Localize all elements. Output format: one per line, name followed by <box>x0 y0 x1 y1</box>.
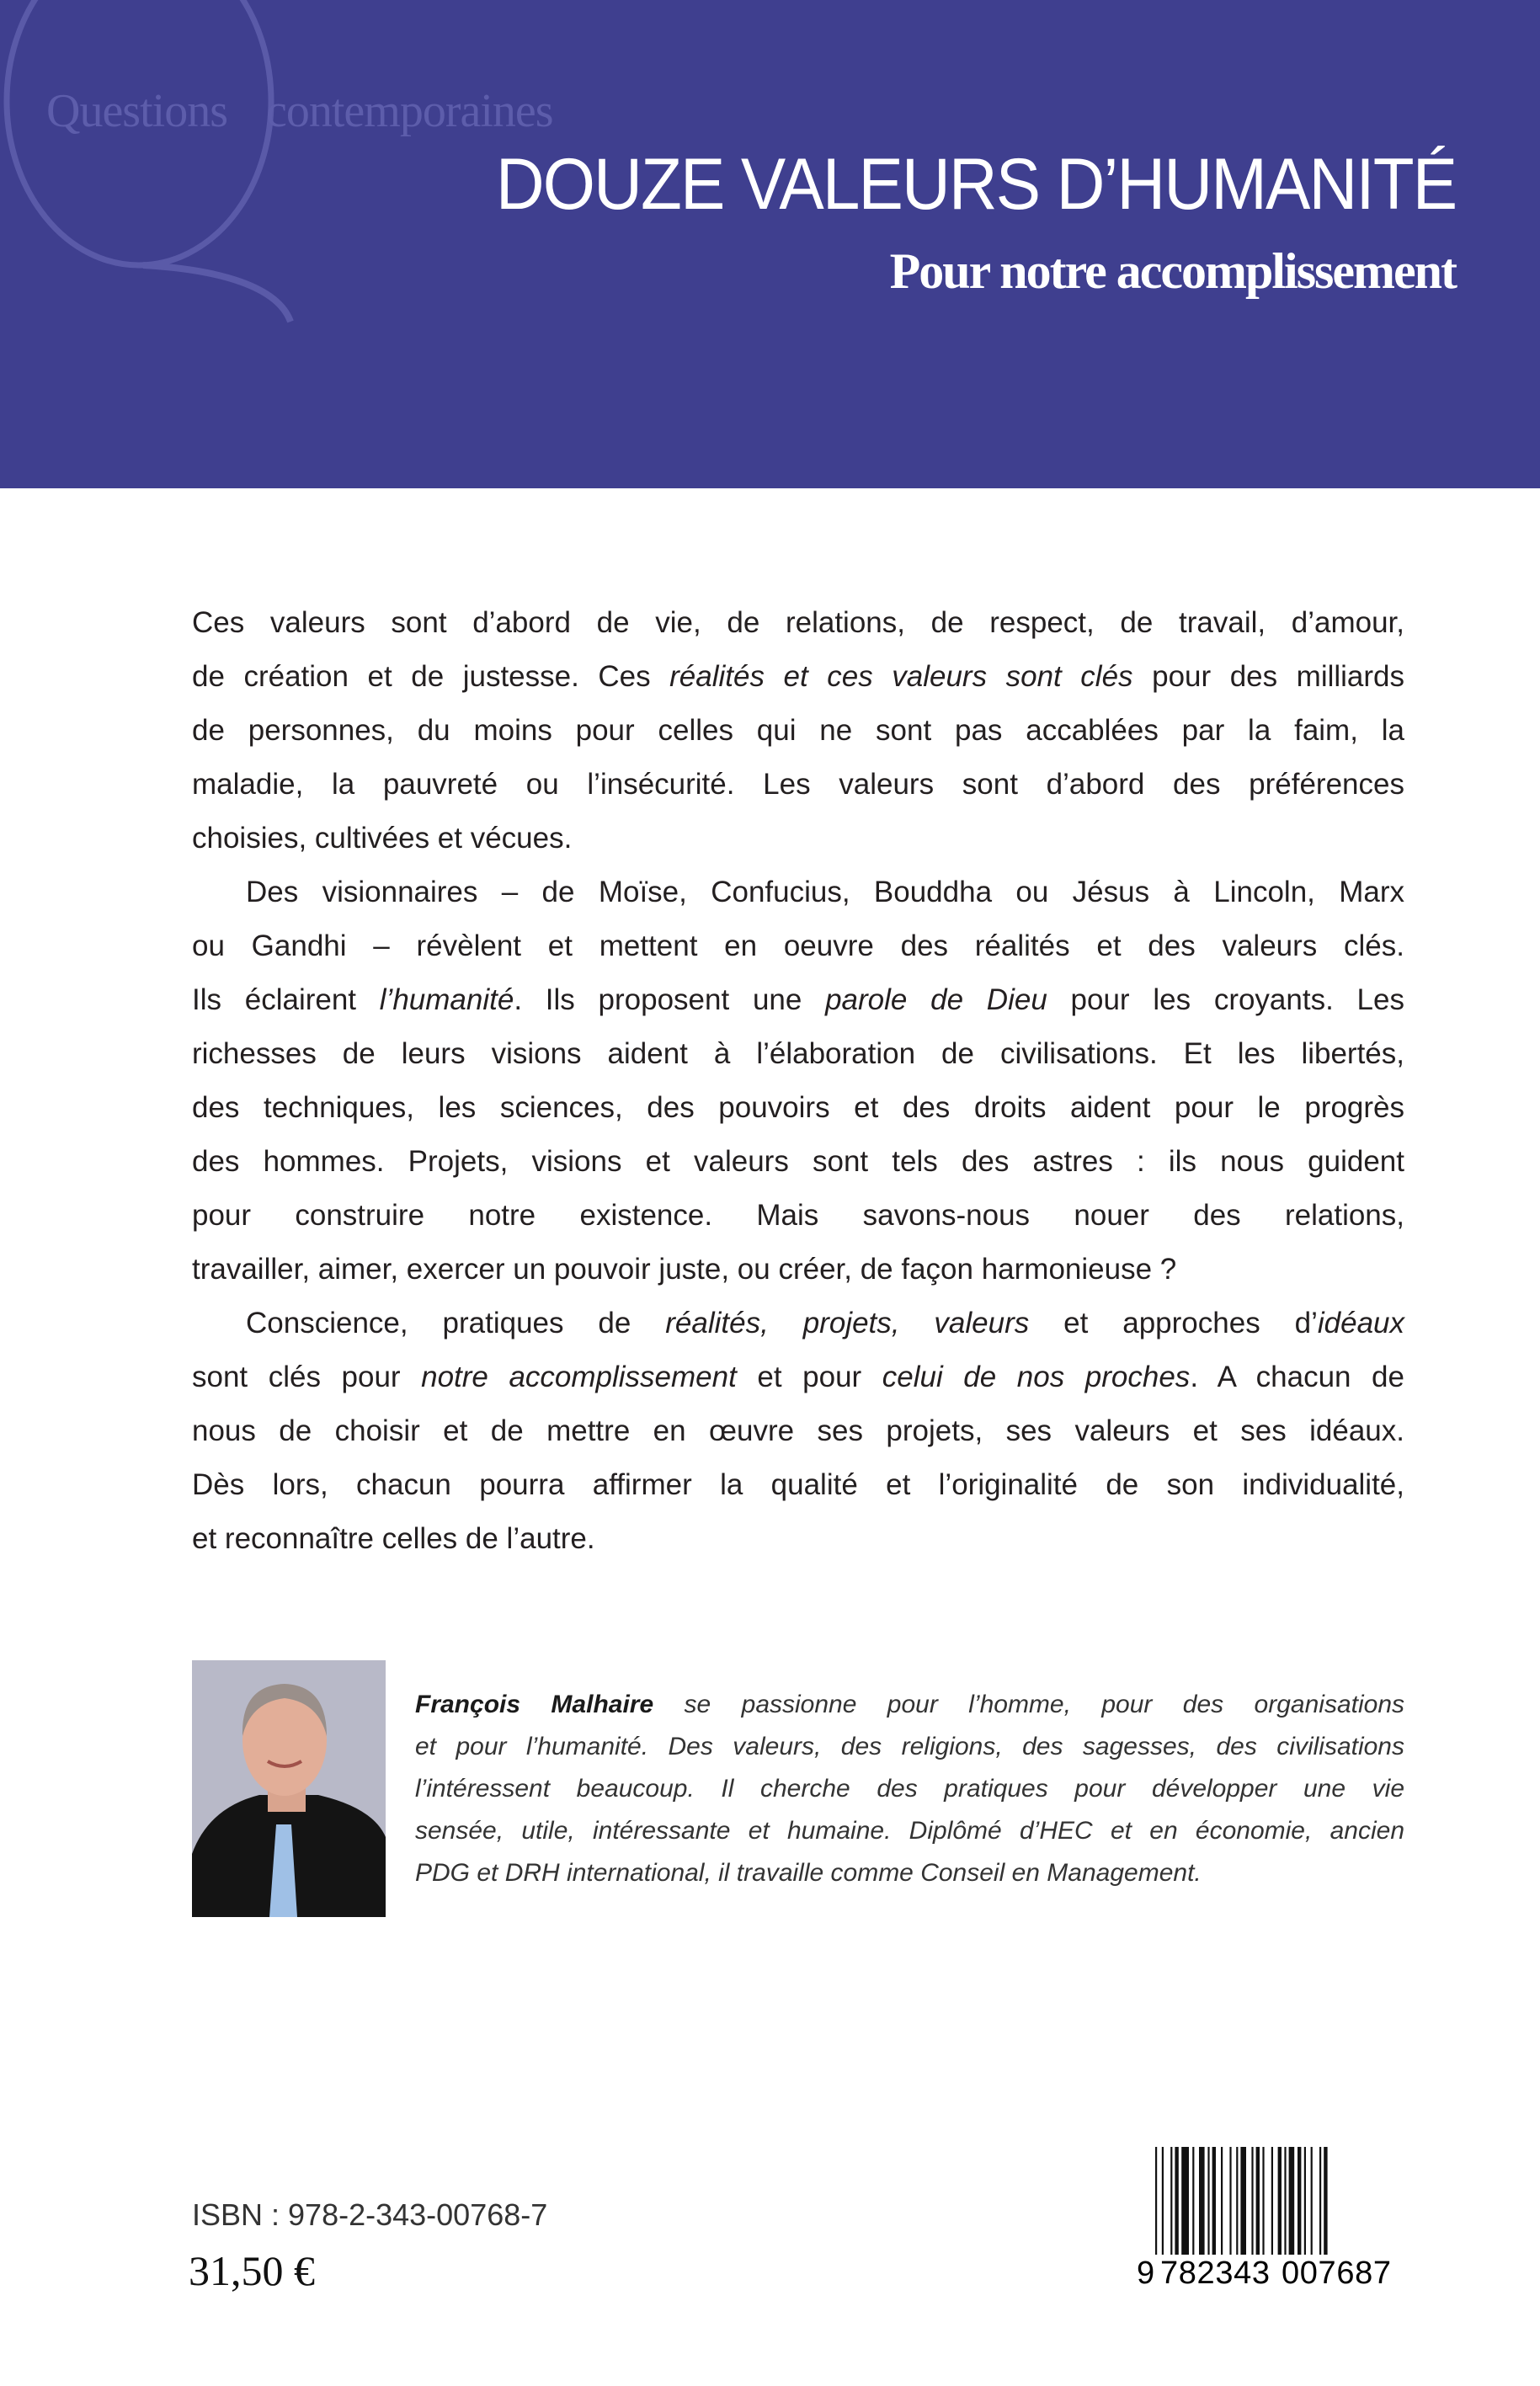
text-segment: Dès lors, chacun pourra affirmer la qualité et l’originalité de son individualité, <box>192 1468 1404 1501</box>
author-bio-line <box>415 1810 1404 1852</box>
series-word: Questions <box>46 85 227 137</box>
blurb-line <box>192 1027 1404 1081</box>
italic-segment: idéaux <box>1317 1307 1404 1339</box>
text-segment: des techniques, les sciences, des pouvoirs et des droits aident pour le progrès <box>192 1091 1404 1124</box>
barcode-bar <box>1251 2147 1253 2255</box>
text-segment: ou Gandhi – révèlent et mettent en oeuvre des réalités et des valeurs clés. <box>192 929 1404 962</box>
cover-header-band <box>0 0 1540 488</box>
barcode-bar <box>1324 2147 1327 2255</box>
barcode-bar <box>1240 2147 1246 2255</box>
italic-segment: notre accomplissement <box>421 1361 737 1393</box>
blurb-line <box>192 1243 1404 1297</box>
isbn: ISBN : 978-2-343-00768-7 <box>192 2197 548 2232</box>
barcode-digits-left: 782343 <box>1160 2256 1270 2286</box>
barcode-bar <box>1271 2147 1273 2255</box>
barcode-digit-prefix: 9 <box>1137 2256 1155 2286</box>
italic-segment: l’humanité <box>379 983 514 1016</box>
text-segment: l’intéressent beaucoup. Il cherche des pratiques pour développer une vie <box>415 1775 1404 1803</box>
text-segment: Ces valeurs sont d’abord de vie, de relations, de respect, de travail, d’amour, <box>192 606 1404 639</box>
author-bio-line <box>415 1684 1404 1726</box>
text-segment: choisies, cultivées et vécues. <box>192 822 573 855</box>
barcode-bar <box>1256 2147 1260 2255</box>
barcode-bar <box>1199 2147 1205 2255</box>
author-portrait-icon <box>192 1660 386 1917</box>
blurb-line <box>192 758 1404 812</box>
text-segment: nous de choisir et de mettre en œuvre ses projets, ses valeurs et ses idéaux. <box>192 1414 1404 1447</box>
italic-segment: réalités, projets, valeurs <box>665 1307 1030 1339</box>
text-segment: . A chacun de <box>1190 1361 1404 1393</box>
text-segment: de création et de justesse. Ces <box>192 660 670 693</box>
text-segment: maladie, la pauvreté ou l’insécurité. Les valeurs sont d’abord des préférences <box>192 768 1404 801</box>
blurb-line <box>192 1297 1404 1350</box>
blurb-line <box>192 812 1404 865</box>
blurb-line <box>192 1350 1404 1404</box>
text-segment: travailler, aimer, exercer un pouvoir juste, ou créer, de façon harmonieuse ? <box>192 1253 1177 1286</box>
text-segment: se passionne pour l’homme, pour des organisations <box>653 1691 1404 1718</box>
italic-segment: celui de nos proches <box>882 1361 1191 1393</box>
text-segment: et pour l’humanité. Des valeurs, des religions, des sagesses, des civilisations <box>415 1733 1404 1760</box>
blurb-line <box>192 1135 1404 1189</box>
italic-segment: réalités et ces valeurs sont clés <box>669 660 1133 693</box>
book-subtitle: Pour notre accomplissement <box>889 243 1456 299</box>
blurb-line <box>192 1458 1404 1512</box>
text-segment: PDG et DRH international, il travaille comme Conseil en Management. <box>415 1859 1202 1887</box>
blurb-line <box>192 1512 1404 1566</box>
barcode-bar <box>1162 2147 1164 2255</box>
author-bio <box>415 1684 1404 1894</box>
text-segment: des hommes. Projets, visions et valeurs sont tels des astres : ils nous guident <box>192 1145 1404 1178</box>
barcode-bars <box>1155 2147 1328 2255</box>
text-segment: sont clés pour <box>192 1361 422 1393</box>
text-segment: et approches d’ <box>1029 1307 1318 1339</box>
barcode-bar <box>1236 2147 1238 2255</box>
barcode-bar <box>1181 2147 1189 2255</box>
text-segment: de personnes, du moins pour celles qui ne sont pas accablées par la faim, la <box>192 714 1404 747</box>
text-segment: Des visionnaires – de Moïse, Confucius, Bouddha ou Jésus à Lincoln, Marx <box>246 876 1404 908</box>
q-logo-icon <box>0 0 354 337</box>
author-bio-line <box>415 1726 1404 1768</box>
text-segment: . Ils proposent une <box>514 983 826 1016</box>
barcode-bar <box>1221 2147 1223 2255</box>
barcode-bar <box>1319 2147 1321 2255</box>
blurb-line <box>192 596 1404 650</box>
blurb-line <box>192 865 1404 919</box>
blurb-line <box>192 1081 1404 1135</box>
author-name: François Malhaire <box>415 1691 654 1718</box>
back-cover-blurb <box>192 596 1404 1566</box>
barcode-bar <box>1278 2147 1282 2255</box>
text-segment: Conscience, pratiques de <box>246 1307 666 1339</box>
price: 31,50 € <box>189 2247 315 2294</box>
italic-segment: parole de Dieu <box>825 983 1047 1016</box>
text-segment: pour les croyants. Les <box>1047 983 1404 1016</box>
barcode-bar <box>1289 2147 1295 2255</box>
author-photo <box>192 1660 386 1917</box>
blurb-paragraph <box>192 1297 1404 1566</box>
barcode-bar <box>1170 2147 1172 2255</box>
text-segment: richesses de leurs visions aident à l’élaboration de civilisations. Et les libertés, <box>192 1037 1404 1070</box>
barcode-bar <box>1304 2147 1306 2255</box>
barcode-bar <box>1155 2147 1157 2255</box>
barcode-bar <box>1262 2147 1264 2255</box>
barcode-bar <box>1298 2147 1301 2255</box>
barcode-bar <box>1311 2147 1313 2255</box>
text-segment: pour des milliards <box>1132 660 1405 693</box>
barcode-bar <box>1175 2147 1178 2255</box>
barcode-bar <box>1207 2147 1209 2255</box>
blurb-paragraph <box>192 596 1404 865</box>
series-name <box>46 84 553 138</box>
blurb-line <box>192 650 1404 704</box>
book-title: DOUZE VALEURS D’HUMANITÉ <box>495 144 1456 225</box>
blurb-line <box>192 973 1404 1027</box>
blurb-line <box>192 704 1404 758</box>
text-segment: et pour <box>736 1361 882 1393</box>
barcode-bar <box>1229 2147 1231 2255</box>
barcode-digits-right: 007687 <box>1282 2256 1391 2286</box>
blurb-line <box>192 1404 1404 1458</box>
text-segment: Ils éclairent <box>192 983 380 1016</box>
barcode-bar <box>1192 2147 1194 2255</box>
text-segment: pour construire notre existence. Mais savons-nous nouer des relations, <box>192 1199 1404 1232</box>
text-segment: sensée, utile, intéressante et humaine. Diplômé d’HEC et en économie, ancien <box>415 1817 1404 1845</box>
barcode <box>1137 2147 1406 2286</box>
blurb-paragraph <box>192 865 1404 1297</box>
barcode-bar <box>1212 2147 1216 2255</box>
blurb-line <box>192 919 1404 973</box>
series-word: contemporaines <box>266 85 553 137</box>
barcode-bar <box>1284 2147 1286 2255</box>
blurb-line <box>192 1189 1404 1243</box>
author-bio-line <box>415 1852 1404 1894</box>
text-segment: et reconnaître celles de l’autre. <box>192 1522 595 1555</box>
author-bio-line <box>415 1768 1404 1810</box>
